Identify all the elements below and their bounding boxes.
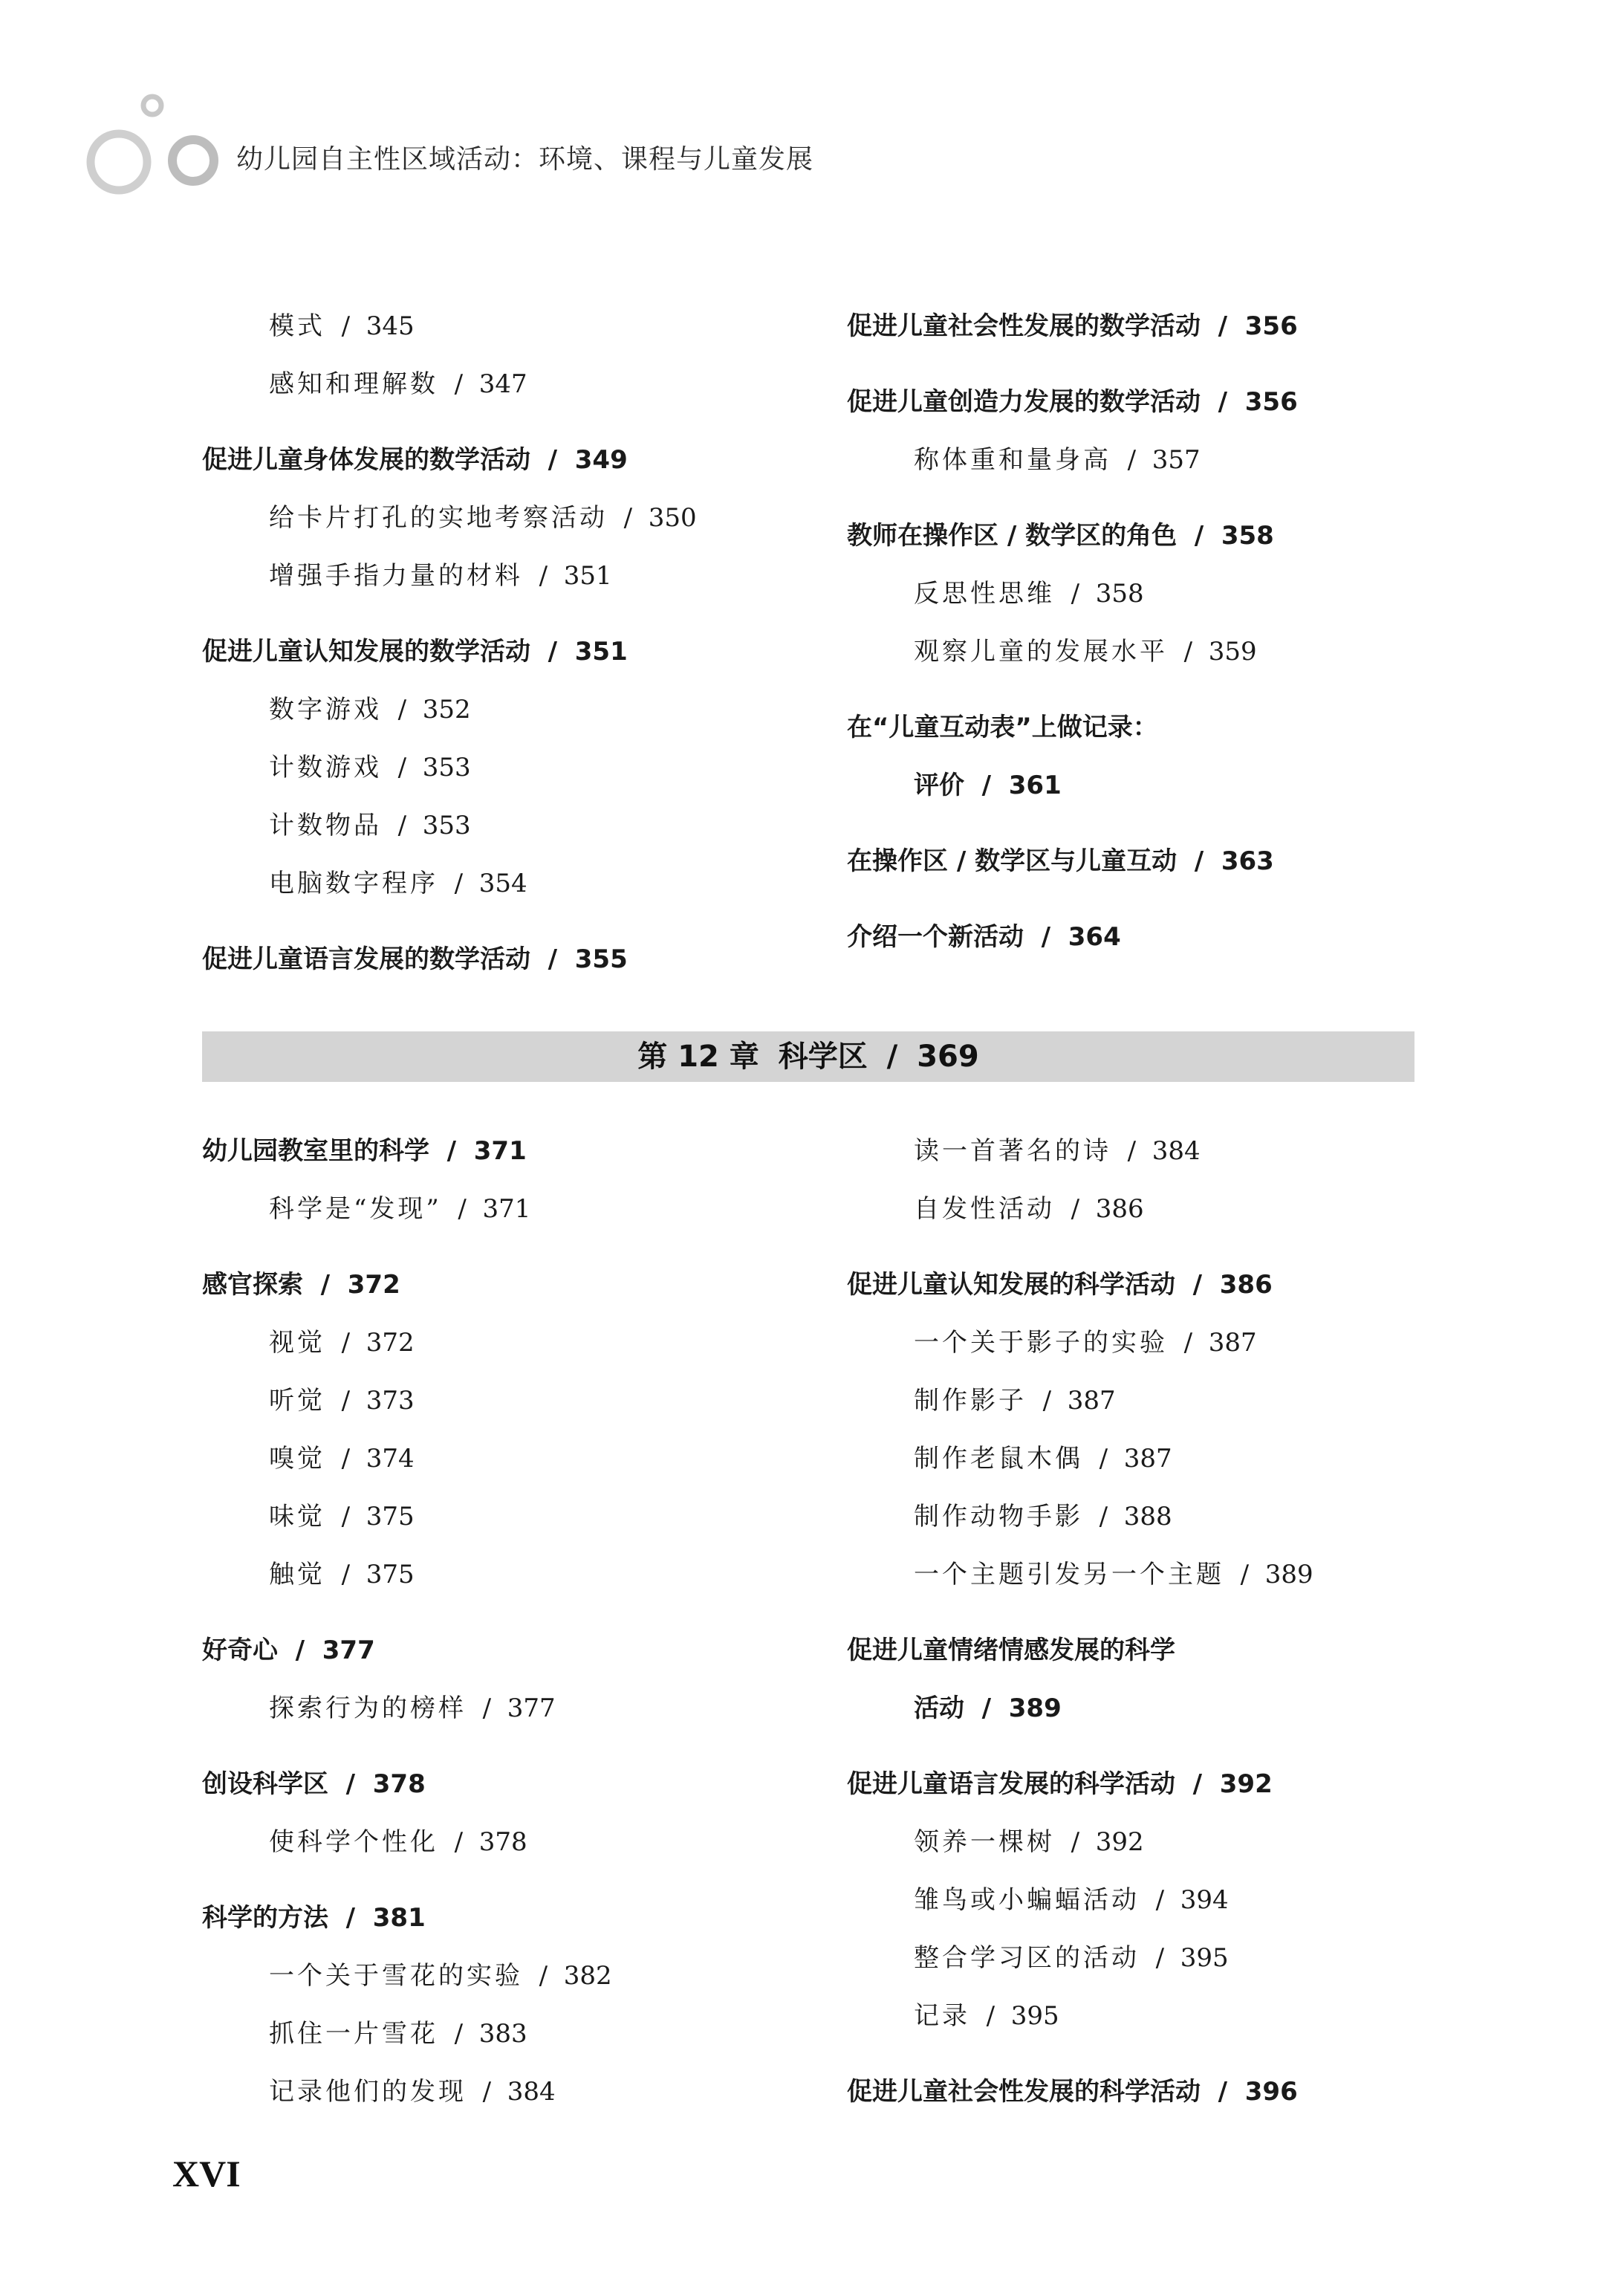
chapter-heading-bar <box>202 1031 1414 1082</box>
toc-entry-title: 幼儿园教室里的科学 <box>202 1136 429 1166</box>
toc-separator: / <box>438 869 479 898</box>
toc-entry-title: 模式 <box>269 311 325 341</box>
toc-section-entry <box>202 623 871 681</box>
chapter-title: 科学区 <box>778 1040 868 1074</box>
toc-entry-title: 一个关于雪花的实验 <box>269 1961 523 1991</box>
toc-separator: / <box>523 561 564 591</box>
toc-page-number: 354 <box>478 869 527 898</box>
toc-section-entry <box>847 908 1516 966</box>
toc-separator: / <box>1055 1827 1096 1857</box>
toc-subentry <box>847 1929 1516 1987</box>
toc-page-number: 374 <box>366 1444 415 1474</box>
toc-separator: / <box>530 445 575 475</box>
toc-entry-title: 活动 <box>914 1693 964 1723</box>
toc-page-number: 372 <box>347 1270 400 1300</box>
toc-entry-title: 感知和理解数 <box>269 369 438 399</box>
toc-separator: / <box>325 1386 366 1416</box>
toc-separator: / <box>1168 1328 1209 1358</box>
toc-section-entry <box>202 1122 871 1180</box>
toc-separator: / <box>530 944 575 974</box>
toc-entry-title: 制作影子 <box>914 1386 1027 1416</box>
toc-separator: / <box>1140 1885 1180 1915</box>
toc-section-entry <box>847 832 1516 890</box>
circles-logo-icon <box>82 89 230 208</box>
toc-page-number: 389 <box>1008 1693 1062 1723</box>
toc-page-number: 388 <box>1123 1502 1172 1531</box>
toc-page-number: 364 <box>1068 922 1121 952</box>
toc-page-number: 395 <box>1180 1943 1229 1973</box>
toc-subentry <box>847 1987 1516 2045</box>
toc-subentry <box>202 489 871 547</box>
toc-section-entry <box>202 1621 871 1679</box>
toc-page-number: 361 <box>1008 771 1062 800</box>
toc-entry-title: 增强手指力量的材料 <box>269 561 523 591</box>
toc-subentry <box>202 1813 871 1871</box>
toc-separator: / <box>1177 846 1221 876</box>
toc-page-number: 345 <box>366 311 415 341</box>
toc-separator: / <box>970 2001 1011 2031</box>
toc-page-number: 363 <box>1221 846 1274 876</box>
toc-entry-title: 使科学个性化 <box>269 1827 438 1857</box>
chapter-page: 369 <box>917 1040 979 1074</box>
toc-subentry <box>847 623 1516 681</box>
toc-section-entry <box>202 1755 871 1813</box>
toc-section-entry <box>202 1256 871 1314</box>
toc-page-number: 356 <box>1244 387 1298 417</box>
toc-page-number: 372 <box>366 1328 415 1358</box>
toc-column-right-2 <box>847 1122 1516 2121</box>
toc-entry-title: 促进儿童语言发展的数学活动 <box>202 944 530 974</box>
toc-separator: / <box>325 1328 366 1358</box>
toc-section-entry <box>847 2063 1516 2121</box>
toc-page-number: 355 <box>574 944 628 974</box>
toc-entry-title: 电脑数字程序 <box>269 869 438 898</box>
toc-entry-title: 计数物品 <box>269 811 382 840</box>
toc-entry-title: 感官探索 <box>202 1270 303 1300</box>
toc-entry-title: 读一首著名的诗 <box>914 1136 1111 1166</box>
toc-entry-title: 数字游戏 <box>269 695 382 725</box>
toc-separator: / <box>1111 1136 1152 1166</box>
toc-separator: / <box>382 753 423 782</box>
chapter-separator: / <box>886 1040 898 1074</box>
toc-separator: / <box>438 369 479 399</box>
toc-page-number: 396 <box>1244 2077 1298 2107</box>
toc-separator: / <box>1201 2077 1245 2107</box>
toc-entry-title: 探索行为的榜样 <box>269 1693 467 1723</box>
toc-page-number: 377 <box>322 1636 375 1665</box>
toc-separator: / <box>523 1961 564 1991</box>
toc-subentry <box>847 1871 1516 1929</box>
toc-entry-title: 促进儿童社会性发展的科学活动 <box>847 2077 1201 2107</box>
toc-section-entry <box>202 1889 871 1947</box>
toc-entry-title: 视觉 <box>269 1328 325 1358</box>
toc-page-number: 392 <box>1095 1827 1144 1857</box>
toc-entry-title: 促进儿童情绪情感发展的科学 <box>847 1636 1175 1665</box>
toc-column-left-2 <box>202 1122 871 2121</box>
toc-entry-title: 自发性活动 <box>914 1194 1055 1224</box>
toc-page-number: 358 <box>1221 521 1274 551</box>
toc-column-left-1 <box>202 297 871 988</box>
toc-subentry <box>847 1430 1516 1488</box>
toc-page-number: 387 <box>1067 1386 1116 1416</box>
toc-section-entry <box>847 1256 1516 1314</box>
toc-page-number: 378 <box>372 1769 426 1799</box>
toc-separator: / <box>382 811 423 840</box>
toc-page-number: 375 <box>366 1560 415 1589</box>
toc-entry-title: 促进儿童社会性发展的数学活动 <box>847 311 1201 341</box>
toc-subentry <box>202 855 871 913</box>
toc-entry-title: 创设科学区 <box>202 1769 328 1799</box>
toc-entry-title: 雏鸟或小蝙蝠活动 <box>914 1885 1140 1915</box>
toc-separator: / <box>1140 1943 1180 1973</box>
toc-subentry <box>202 1488 871 1546</box>
toc-section-entry <box>847 1621 1516 1679</box>
toc-entry-title: 科学的方法 <box>202 1903 328 1933</box>
toc-entry-title: 称体重和量身高 <box>914 445 1111 475</box>
toc-separator: / <box>382 695 423 725</box>
toc-page-number: 358 <box>1095 579 1144 609</box>
toc-entry-title: 抓住一片雪花 <box>269 2019 438 2049</box>
toc-entry-title: 制作老鼠木偶 <box>914 1444 1083 1474</box>
toc-subentry <box>202 1372 871 1430</box>
toc-subentry <box>847 1813 1516 1871</box>
toc-separator: / <box>1175 1769 1220 1799</box>
toc-page-number: 353 <box>422 753 471 782</box>
toc-entry-title: 在“儿童互动表”上做记录： <box>847 713 1158 742</box>
toc-separator: / <box>1027 1386 1068 1416</box>
book-title: 幼儿园自主性区域活动：环境、课程与儿童发展 <box>236 144 814 175</box>
toc-subentry <box>202 1546 871 1604</box>
toc-separator: / <box>325 1560 366 1589</box>
toc-entry-title: 整合学习区的活动 <box>914 1943 1140 1973</box>
toc-separator: / <box>1111 445 1152 475</box>
toc-separator: / <box>325 1502 366 1531</box>
toc-entry-title: 促进儿童创造力发展的数学活动 <box>847 387 1201 417</box>
toc-separator: / <box>1055 1194 1096 1224</box>
toc-separator: / <box>530 637 575 667</box>
toc-separator: / <box>441 1194 483 1224</box>
toc-section-entry <box>202 930 871 988</box>
toc-page-number: 352 <box>422 695 471 725</box>
toc-page-number: 384 <box>507 2077 556 2107</box>
toc-separator: / <box>964 771 1009 800</box>
toc-entry-title: 嗅觉 <box>269 1444 325 1474</box>
toc-page-number: 357 <box>1152 445 1201 475</box>
toc-separator: / <box>1024 922 1068 952</box>
toc-entry-title: 促进儿童认知发展的数学活动 <box>202 637 530 667</box>
toc-separator: / <box>1201 311 1245 341</box>
toc-entry-title: 教师在操作区 / 数学区的角色 <box>847 521 1178 551</box>
page-number: XVI <box>172 2153 241 2194</box>
toc-page-number: 356 <box>1244 311 1298 341</box>
toc-subentry <box>202 297 871 355</box>
toc-separator: / <box>608 503 649 533</box>
toc-entry-title: 促进儿童语言发展的科学活动 <box>847 1769 1175 1799</box>
toc-entry-title: 记录他们的发现 <box>269 2077 467 2107</box>
toc-entry-title: 计数游戏 <box>269 753 382 782</box>
toc-entry-title: 评价 <box>914 771 964 800</box>
toc-subentry <box>847 1546 1516 1604</box>
toc-page-number: 392 <box>1219 1769 1273 1799</box>
toc-separator: / <box>1224 1560 1265 1589</box>
toc-page-number: 384 <box>1152 1136 1201 1166</box>
toc-entry-title: 一个关于影子的实验 <box>914 1328 1168 1358</box>
toc-separator: / <box>429 1136 474 1166</box>
toc-separator: / <box>1175 1270 1220 1300</box>
toc-page-number: 386 <box>1095 1194 1144 1224</box>
toc-page-number: 373 <box>366 1386 415 1416</box>
toc-subentry <box>847 431 1516 489</box>
toc-separator: / <box>328 1769 373 1799</box>
toc-separator: / <box>467 2077 507 2107</box>
toc-subentry <box>202 681 871 739</box>
toc-subentry <box>847 1372 1516 1430</box>
toc-separator: / <box>1177 521 1221 551</box>
toc-subentry <box>202 739 871 797</box>
toc-subentry <box>847 1180 1516 1238</box>
toc-entry-title: 味觉 <box>269 1502 325 1531</box>
toc-separator: / <box>1201 387 1245 417</box>
toc-entry-title: 给卡片打孔的实地考察活动 <box>269 503 608 533</box>
toc-page-number: 347 <box>478 369 527 399</box>
toc-subentry <box>202 547 871 605</box>
toc-subentry <box>202 2063 871 2121</box>
toc-subentry <box>202 355 871 413</box>
toc-separator: / <box>964 1693 1009 1723</box>
toc-subentry <box>202 1430 871 1488</box>
toc-subentry <box>202 1679 871 1737</box>
toc-separator: / <box>438 1827 479 1857</box>
toc-separator: / <box>467 1693 507 1723</box>
toc-page-number: 387 <box>1208 1328 1257 1358</box>
toc-page-number: 350 <box>648 503 697 533</box>
toc-subentry <box>847 1679 1516 1737</box>
toc-subentry <box>847 565 1516 623</box>
toc-page-number: 381 <box>372 1903 426 1933</box>
toc-page-number: 382 <box>563 1961 612 1991</box>
toc-section-entry <box>847 373 1516 431</box>
toc-separator: / <box>1055 579 1096 609</box>
toc-page-number: 349 <box>574 445 628 475</box>
toc-section-entry <box>847 507 1516 565</box>
toc-subentry <box>202 1947 871 2005</box>
toc-separator: / <box>1083 1502 1124 1531</box>
toc-separator: / <box>303 1270 348 1300</box>
toc-separator: / <box>438 2019 479 2049</box>
toc-entry-title: 介绍一个新活动 <box>847 922 1024 952</box>
toc-page-number: 389 <box>1264 1560 1313 1589</box>
toc-page-number: 395 <box>1010 2001 1059 2031</box>
toc-page-number: 377 <box>507 1693 556 1723</box>
toc-entry-title: 促进儿童认知发展的科学活动 <box>847 1270 1175 1300</box>
toc-section-entry <box>847 1755 1516 1813</box>
toc-section-entry <box>847 698 1516 756</box>
toc-page-number: 394 <box>1180 1885 1229 1915</box>
chapter-label: 第 12 章 <box>637 1040 759 1074</box>
toc-subentry <box>202 797 871 855</box>
toc-entry-title: 在操作区 / 数学区与儿童互动 <box>847 846 1178 876</box>
toc-separator: / <box>325 1444 366 1474</box>
toc-separator: / <box>1168 637 1209 667</box>
toc-page-number: 378 <box>478 1827 527 1857</box>
toc-subentry <box>202 2005 871 2063</box>
toc-page-number: 383 <box>478 2019 527 2049</box>
toc-entry-title: 记录 <box>914 2001 970 2031</box>
toc-subentry <box>847 1314 1516 1372</box>
toc-entry-title: 观察儿童的发展水平 <box>914 637 1168 667</box>
toc-entry-title: 听觉 <box>269 1386 325 1416</box>
toc-separator: / <box>325 311 366 341</box>
toc-entry-title: 好奇心 <box>202 1636 278 1665</box>
toc-entry-title: 一个主题引发另一个主题 <box>914 1560 1224 1589</box>
toc-section-entry <box>202 431 871 489</box>
toc-page-number: 351 <box>563 561 612 591</box>
toc-section-entry <box>847 297 1516 355</box>
toc-page-number: 351 <box>574 637 628 667</box>
toc-subentry <box>847 756 1516 814</box>
toc-page-number: 387 <box>1123 1444 1172 1474</box>
toc-entry-title: 反思性思维 <box>914 579 1055 609</box>
toc-page-number: 353 <box>422 811 471 840</box>
toc-subentry <box>847 1122 1516 1180</box>
toc-entry-title: 制作动物手影 <box>914 1502 1083 1531</box>
toc-entry-title: 触觉 <box>269 1560 325 1589</box>
toc-column-right-1 <box>847 297 1516 966</box>
toc-separator: / <box>1083 1444 1124 1474</box>
toc-subentry <box>847 1488 1516 1546</box>
toc-entry-title: 促进儿童身体发展的数学活动 <box>202 445 530 475</box>
toc-page-number: 371 <box>482 1194 531 1224</box>
toc-subentry <box>202 1314 871 1372</box>
toc-page-number: 375 <box>366 1502 415 1531</box>
toc-separator: / <box>328 1903 373 1933</box>
toc-page-number: 359 <box>1208 637 1257 667</box>
toc-entry-title: 科学是“发现” <box>269 1194 442 1224</box>
toc-subentry <box>202 1180 871 1238</box>
toc-page-number: 386 <box>1219 1270 1273 1300</box>
toc-page-number: 371 <box>473 1136 527 1166</box>
toc-separator: / <box>278 1636 322 1665</box>
toc-entry-title: 领养一棵树 <box>914 1827 1055 1857</box>
